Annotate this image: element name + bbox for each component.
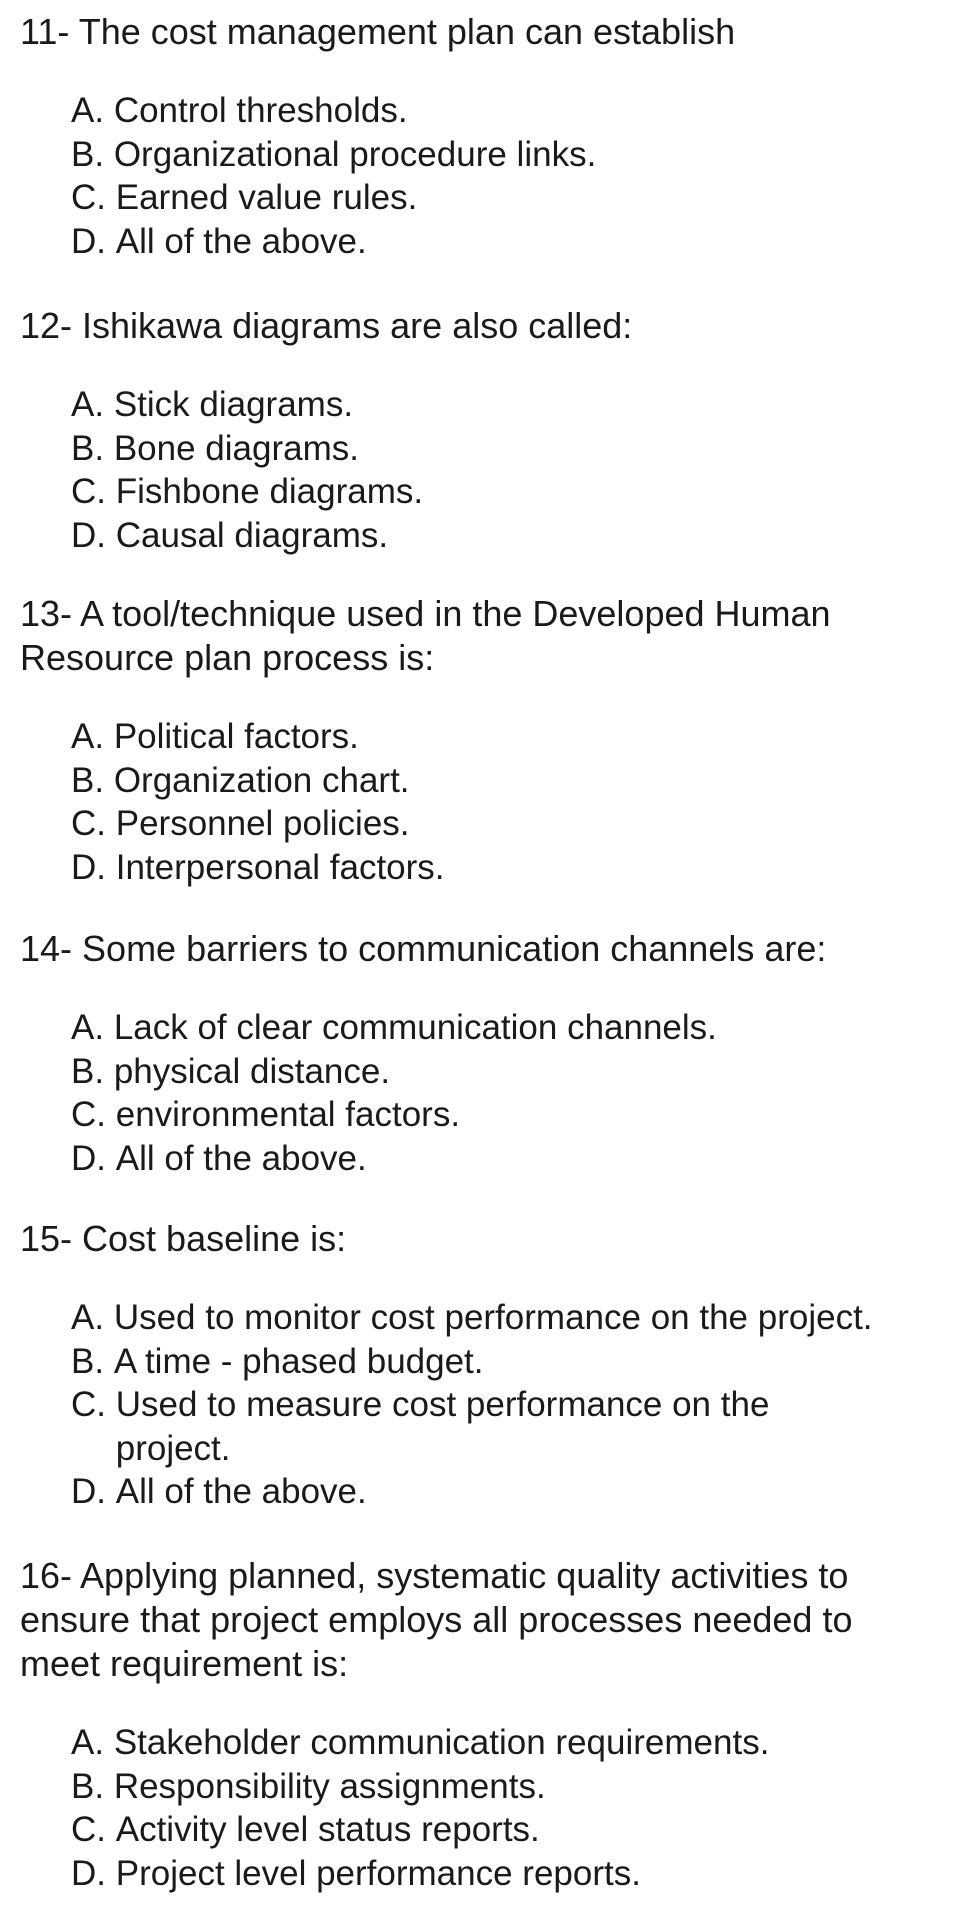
option-a	[71, 1006, 957, 1050]
question-11	[0, 10, 957, 263]
question-15	[0, 1217, 957, 1514]
option-letter: A.	[71, 385, 105, 424]
option-letter: B.	[71, 1341, 105, 1381]
option-list	[0, 1296, 957, 1514]
option-c	[71, 470, 957, 514]
option-text: physical distance.	[113, 1051, 391, 1091]
option-letter: B.	[71, 760, 105, 800]
option-list	[0, 1721, 957, 1895]
option-letter: C.	[71, 178, 106, 217]
option-text: Earned value rules.	[115, 178, 418, 217]
option-d	[71, 846, 957, 890]
option-letter: D.	[71, 1853, 106, 1893]
option-letter: A.	[71, 1723, 105, 1762]
option-text: Organization chart.	[113, 760, 410, 800]
option-d	[71, 1137, 957, 1181]
option-letter: D.	[71, 847, 106, 887]
option-text: Interpersonal factors.	[115, 847, 445, 887]
option-letter: A.	[71, 1008, 105, 1047]
option-text: Fishbone diagrams.	[115, 472, 424, 511]
option-b	[71, 1050, 957, 1094]
option-c	[71, 1808, 957, 1852]
option-letter: A.	[71, 91, 105, 130]
option-text: Lack of clear communication channels.	[113, 1008, 717, 1047]
option-letter: C.	[71, 804, 106, 843]
question-stem: 11- The cost management plan can establish	[20, 11, 736, 52]
option-letter: A.	[71, 717, 105, 756]
option-letter: C.	[71, 1095, 106, 1134]
option-list	[0, 89, 957, 263]
option-letter: B.	[71, 1051, 105, 1091]
option-text: Stick diagrams.	[113, 385, 354, 424]
option-text: Political factors.	[113, 717, 359, 756]
question-16	[0, 1554, 957, 1895]
question-stem: 13- A tool/technique used in the Developed Human Resource plan process is:	[20, 593, 831, 678]
option-text: Stakeholder communication requirements.	[113, 1723, 770, 1762]
question-stem: 16- Applying planned, systematic quality activities to ensure that project employs all processes needed to meet requirement is:	[20, 1555, 853, 1684]
option-d	[71, 220, 957, 264]
option-text: Personnel policies.	[115, 804, 410, 843]
option-text: All of the above.	[115, 1138, 367, 1178]
option-a	[71, 1296, 957, 1340]
option-d	[71, 1470, 957, 1514]
option-letter: B.	[71, 428, 105, 468]
option-text: Used to monitor cost performance on the project.	[113, 1298, 873, 1337]
question-stem: 15- Cost baseline is:	[20, 1218, 347, 1259]
option-letter: C.	[71, 1810, 106, 1849]
question-stem: 12- Ishikawa diagrams are also called:	[20, 305, 633, 346]
option-d	[71, 514, 957, 558]
option-letter: D.	[71, 1472, 106, 1511]
option-letter: D.	[71, 515, 106, 555]
option-letter: A.	[71, 1298, 105, 1337]
option-list	[0, 383, 957, 557]
option-text: All of the above.	[115, 1472, 367, 1511]
option-b	[71, 1340, 957, 1384]
option-letter: C.	[71, 1385, 106, 1424]
option-letter: D.	[71, 1138, 106, 1178]
option-a	[71, 715, 957, 759]
option-c	[71, 1383, 957, 1470]
option-text: All of the above.	[115, 221, 367, 261]
option-letter: D.	[71, 221, 106, 261]
option-text: Used to measure cost performance on the project.	[115, 1385, 770, 1468]
question-12	[0, 304, 957, 557]
option-a	[71, 1721, 957, 1765]
option-text: Control thresholds.	[113, 91, 408, 130]
option-c	[71, 1093, 957, 1137]
option-c	[71, 802, 957, 846]
question-stem: 14- Some barriers to communication channels are:	[20, 928, 827, 969]
option-d	[71, 1852, 957, 1896]
option-a	[71, 383, 957, 427]
option-text: A time - phased budget.	[113, 1341, 484, 1381]
option-text: environmental factors.	[115, 1095, 461, 1134]
option-list	[0, 715, 957, 889]
option-letter: B.	[71, 134, 105, 174]
option-text: Bone diagrams.	[113, 428, 359, 468]
option-a	[71, 89, 957, 133]
option-text: Organizational procedure links.	[113, 134, 597, 174]
option-b	[71, 133, 957, 177]
option-letter: B.	[71, 1766, 105, 1806]
option-text: Responsibility assignments.	[113, 1766, 546, 1806]
option-c	[71, 176, 957, 220]
option-list	[0, 1006, 957, 1180]
question-14	[0, 927, 957, 1180]
option-text: Causal diagrams.	[115, 515, 389, 555]
option-b	[71, 759, 957, 803]
option-b	[71, 1765, 957, 1809]
option-letter: C.	[71, 472, 106, 511]
option-text: Project level performance reports.	[115, 1853, 641, 1893]
question-13	[0, 592, 957, 889]
option-text: Activity level status reports.	[115, 1810, 540, 1849]
option-b	[71, 427, 957, 471]
